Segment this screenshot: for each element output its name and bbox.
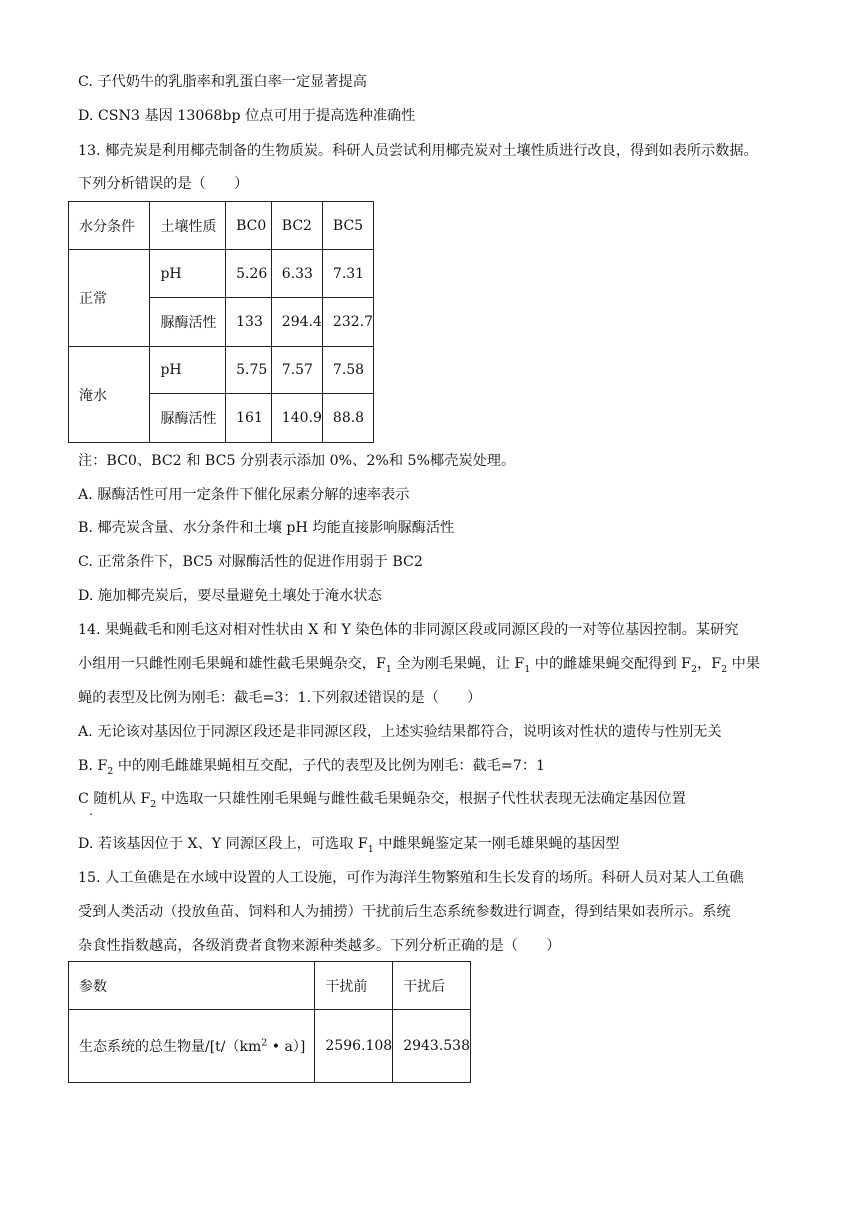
value-cell: 6.33 (271, 250, 322, 298)
q15-data-table (68, 961, 471, 1083)
table-header-cell: 干扰前 (315, 962, 393, 1010)
table-header-cell: 水分条件 (69, 202, 150, 250)
table-header-cell: BC0 (226, 202, 272, 250)
table-header-row (69, 962, 471, 1010)
table-header-cell: BC2 (271, 202, 322, 250)
value-cell: 7.57 (271, 347, 322, 394)
value-cell: 294.4 (271, 298, 322, 347)
value-cell: 2596.108 (315, 1010, 393, 1083)
q14-option-b: B. $F_2$ 中的刚毛雌雄果蝇相互交配，子代的表型及比例为刚毛：截毛=7：1 (78, 758, 546, 777)
q13-option-b: B. 椰壳炭含量、水分条件和土壤 pH 均能直接影响脲酶活性 (78, 520, 455, 536)
table-row (69, 250, 374, 298)
table-header-cell: 参数 (69, 962, 315, 1010)
condition-cell: 正常 (69, 250, 150, 347)
table-header-cell: 土壤性质 (150, 202, 226, 250)
value-cell: 5.75 (226, 347, 272, 394)
q14-stem-line2: 小组用一只雌性刚毛果蝇和雄性截毛果蝇杂交，$F_1$ 全为刚毛果蝇，让 $F_1$ 中的雌雄果蝇交配得到 $F_2$，$F_2$ 中果 (78, 656, 761, 675)
q14-option-d: D. 若该基因位于 X、Y 同源区段上，可选取 $F_1$ 中雌果蝇鉴定某一刚毛雄果蝇的基因型 (78, 836, 620, 855)
table-row (69, 347, 374, 394)
param-cell: 生态系统的总生物量$/[t/(km^2$ • a）] (69, 1010, 315, 1083)
value-cell: 232.7 (322, 298, 373, 347)
q15-stem-line1: 15. 人工鱼礁是在水域中设置的人工设施，可作为海洋生物繁殖和生长发育的场所。科研人员对某人工鱼礁 (78, 870, 744, 886)
value-cell: 5.26 (226, 250, 272, 298)
value-cell: 88.8 (322, 394, 373, 443)
value-cell: 7.31 (322, 250, 373, 298)
q13-table-note: 注：BC0、BC2 和 BC5 分别表示添加 0%、2%和 5%椰壳炭处理。 (78, 453, 516, 469)
q14-stem-line3: 蝇的表型及比例为刚毛：截毛=3：1.下列叙述错误的是（ ） (78, 690, 482, 706)
q14-option-c: C 随机从 $F_2$ 中选取一只雄性刚毛果蝇与雌性截毛果蝇杂交，根据子代性状表现无法确定基因位置 (78, 791, 686, 810)
q15-stem-line3: 杂食性指数越高，各级消费者食物来源种类越多。下列分析正确的是（ ） (78, 938, 561, 954)
value-cell: 7.58 (322, 347, 373, 394)
q15-stem-line2: 受到人类活动（投放鱼苗、饲料和人为捕捞）干扰前后生态系统参数进行调查，得到结果如表所示。系统 (78, 904, 731, 920)
q13-data-table (68, 201, 374, 443)
value-cell: 133 (226, 298, 272, 347)
q12-option-d: D. CSN3 基因 13068bp 位点可用于提高选种准确性 (78, 108, 416, 124)
table-header-cell: BC5 (322, 202, 373, 250)
q13-option-c: C. 正常条件下，BC5 对脲酶活性的促进作用弱于 BC2 (78, 554, 423, 570)
q13-stem-line1: 13. 椰壳炭是利用椰壳制备的生物质炭。科研人员尝试利用椰壳炭对土壤性质进行改良，得到如表所示数据。 (78, 143, 758, 159)
property-cell: 脲酶活性 (150, 298, 226, 347)
q12-option-c: C. 子代奶牛的乳脂率和乳蛋白率一定显著提高 (78, 74, 367, 90)
property-cell: pH (150, 250, 226, 298)
q13-option-d: D. 施加椰壳炭后，要尽量避免土壤处于淹水状态 (78, 588, 382, 604)
q13-option-a: A. 脲酶活性可用一定条件下催化尿素分解的速率表示 (78, 487, 410, 503)
table-header-row (69, 202, 374, 250)
property-cell: pH (150, 347, 226, 394)
value-cell: 2943.538 (393, 1010, 471, 1083)
q14-option-c-dot: . (89, 804, 93, 818)
table-header-cell: 干扰后 (393, 962, 471, 1010)
value-cell: 140.9 (271, 394, 322, 443)
q14-option-a: A. 无论该对基因位于同源区段还是非同源区段，上述实验结果都符合，说明该对性状的遗传与性别无关 (78, 724, 722, 740)
value-cell: 161 (226, 394, 272, 443)
condition-cell: 淹水 (69, 347, 150, 443)
q13-stem-line2: 下列分析错误的是（ ） (78, 176, 249, 192)
property-cell: 脲酶活性 (150, 394, 226, 443)
table-row (69, 1010, 471, 1083)
q14-stem-line1: 14. 果蝇截毛和刚毛这对相对性状由 X 和 Y 染色体的非同源区段或同源区段的一对等位基因控制。某研究 (78, 622, 739, 638)
